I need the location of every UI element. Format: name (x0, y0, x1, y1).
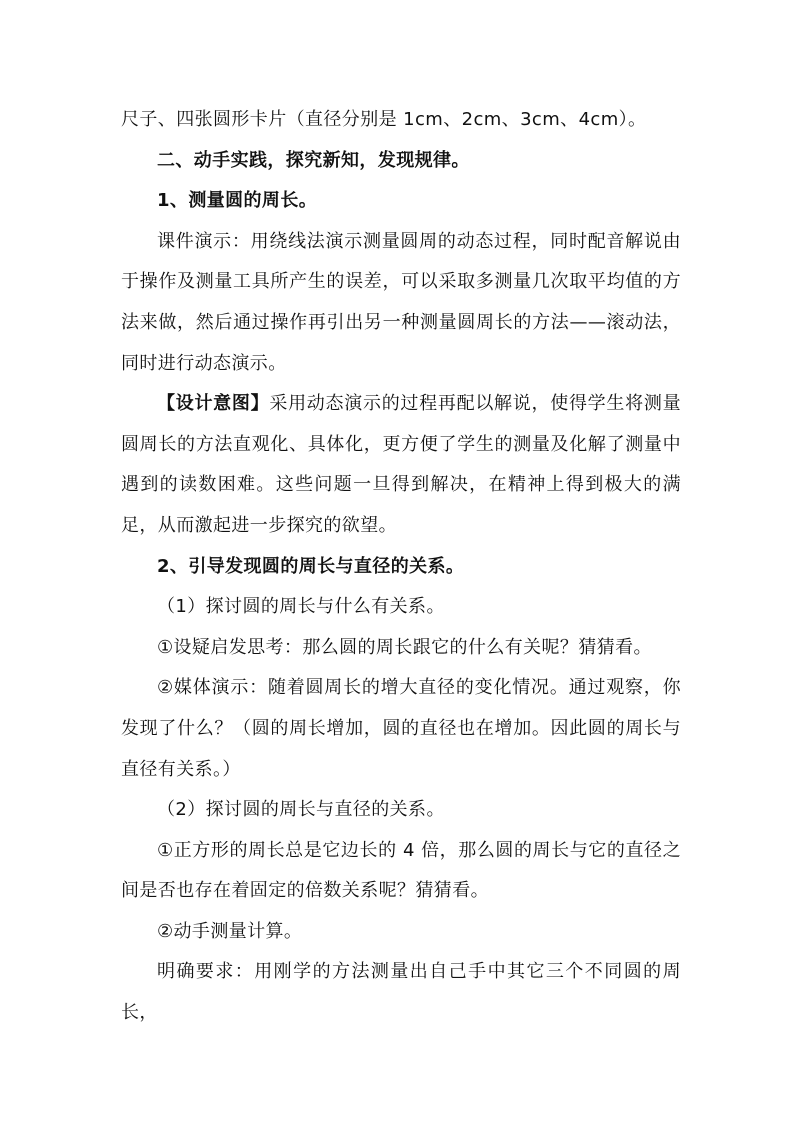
paragraph-media-demo: ②媒体演示：随着圆周长的增大直径的变化情况。通过观察，你发现了什么？（圆的周长增加，圆的直径也在增加。因此圆的周长与直径有关系。） (121, 677, 681, 780)
document-body (121, 100, 681, 1034)
paragraph-requirements: 明确要求：用刚学的方法测量出自己手中其它三个不同圆的周长， (121, 961, 681, 1024)
paragraph-materials: 尺子、四张圆形卡片（直径分别是 1cm、2cm、3cm、4cm）。 (121, 109, 647, 130)
paragraph-discuss-2: （2）探讨圆的周长与直径的关系。 (157, 799, 445, 821)
design-intent-text: 采用动态演示的过程再配以解说，使得学生将测量圆周长的方法直观化、具体化，更方便了学生的测量及化解了测量中遇到的读数困难。这些问题一旦得到解决，在精神上得到极大的满足，从而激起进一步探究的欲望。 (121, 393, 681, 536)
paragraph-discuss-1: （1）探讨圆的周长与什么有关系。 (157, 596, 445, 618)
subheading-relationship: 2、引导发现圆的周长与直径的关系。 (157, 555, 465, 577)
section-heading-2: 二、动手实践，探究新知，发现规律。 (157, 149, 470, 171)
design-intent-label: 【设计意图】 (157, 393, 270, 415)
paragraph-courseware-demo: 课件演示：用绕线法演示测量圆周的动态过程，同时配音解说由于操作及测量工具所产生的误差，可以采取多测量几次取平均值的方法来做，然后通过操作再引出另一种测量圆周长的方法——滚动法，同时进行动态演示。 (121, 230, 681, 374)
paragraph-measure-calc: ②动手测量计算。 (157, 920, 303, 942)
paragraph-design-intent (121, 384, 681, 546)
subheading-measure-circumference: 1、测量圆的周长。 (157, 190, 318, 212)
paragraph-square-perimeter: ①正方形的周长总是它边长的 4 倍，那么圆的周长与它的直径之间是否也存在着固定的倍数关系呢？猜猜看。 (121, 839, 681, 902)
paragraph-question-guess: ①设疑启发思考：那么圆的周长跟它的什么有关呢？猜猜看。 (157, 636, 652, 658)
